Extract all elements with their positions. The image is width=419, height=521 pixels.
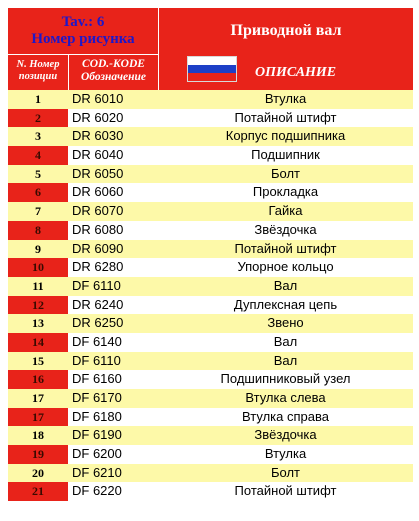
position-number: 3	[8, 127, 68, 146]
part-description: Втулка	[158, 90, 413, 109]
position-number: 15	[8, 352, 68, 371]
position-number: 18	[8, 426, 68, 445]
part-description: Прокладка	[158, 183, 413, 202]
part-code: DR 6080	[68, 221, 158, 240]
position-number: 7	[8, 202, 68, 221]
table-row	[8, 314, 413, 333]
part-description: Вал	[158, 333, 413, 352]
position-header-line-2: позиции	[18, 71, 58, 82]
page-title: Приводной вал	[230, 22, 342, 39]
position-number: 21	[8, 482, 68, 501]
position-number: 19	[8, 445, 68, 464]
table-row	[8, 202, 413, 221]
code-header-line-1: COD.-KODE	[82, 58, 145, 70]
position-number: 4	[8, 146, 68, 165]
header-left	[8, 8, 158, 90]
part-code: DR 6090	[68, 240, 158, 259]
part-code: DF 6190	[68, 426, 158, 445]
part-description: Болт	[158, 464, 413, 483]
part-code: DF 6170	[68, 389, 158, 408]
position-number: 20	[8, 464, 68, 483]
table-row	[8, 408, 413, 427]
position-number: 14	[8, 333, 68, 352]
table-row	[8, 426, 413, 445]
table-row	[8, 482, 413, 501]
part-description: Вал	[158, 352, 413, 371]
part-description: Вал	[158, 277, 413, 296]
part-code: DR 6060	[68, 183, 158, 202]
position-number: 1	[8, 90, 68, 109]
part-code: DF 6200	[68, 445, 158, 464]
part-code: DF 6140	[68, 333, 158, 352]
table-row	[8, 370, 413, 389]
part-description: Дуплексная цепь	[158, 296, 413, 315]
part-description: Втулка справа	[158, 408, 413, 427]
part-code: DR 6240	[68, 296, 158, 315]
position-number: 2	[8, 109, 68, 128]
table-header	[8, 8, 413, 90]
position-header-line-1: N. Номер	[16, 59, 60, 70]
part-description: Потайной штифт	[158, 240, 413, 259]
part-code: DR 6010	[68, 90, 158, 109]
part-code: DF 6110	[68, 352, 158, 371]
part-code: DF 6210	[68, 464, 158, 483]
part-description: Болт	[158, 165, 413, 184]
part-description: Подшипник	[158, 146, 413, 165]
position-number: 6	[8, 183, 68, 202]
part-code: DR 6030	[68, 127, 158, 146]
position-number: 13	[8, 314, 68, 333]
table-row	[8, 109, 413, 128]
part-code: DF 6160	[68, 370, 158, 389]
description-column-header: ОПИСАНИЕ	[255, 65, 337, 80]
table-row	[8, 221, 413, 240]
position-number: 9	[8, 240, 68, 259]
part-code: DR 6280	[68, 258, 158, 277]
part-description: Потайной штифт	[158, 482, 413, 501]
part-description: Подшипниковый узел	[158, 370, 413, 389]
part-description: Звёздочка	[158, 221, 413, 240]
code-header-line-2: Обозначение	[81, 71, 146, 83]
table-row	[8, 165, 413, 184]
part-code: DR 6070	[68, 202, 158, 221]
position-column-header	[8, 54, 68, 90]
position-number: 11	[8, 277, 68, 296]
table-row	[8, 240, 413, 259]
parts-table	[8, 8, 413, 501]
part-description: Упорное кольцо	[158, 258, 413, 277]
position-number: 8	[8, 221, 68, 240]
position-number: 12	[8, 296, 68, 315]
part-description: Потайной штифт	[158, 109, 413, 128]
position-number: 16	[8, 370, 68, 389]
figure-label: Номер рисунка	[31, 31, 135, 47]
russian-flag-icon	[187, 56, 237, 82]
table-row	[8, 464, 413, 483]
part-description: Гайка	[158, 202, 413, 221]
part-description: Корпус подшипника	[158, 127, 413, 146]
tav-label: Tav.: 6	[61, 14, 105, 30]
table-row	[8, 146, 413, 165]
part-description: Втулка	[158, 445, 413, 464]
table-row	[8, 352, 413, 371]
position-number: 10	[8, 258, 68, 277]
table-row	[8, 127, 413, 146]
part-code: DR 6020	[68, 109, 158, 128]
table-row	[8, 333, 413, 352]
table-row	[8, 389, 413, 408]
part-description: Звёздочка	[158, 426, 413, 445]
part-description: Втулка слева	[158, 389, 413, 408]
table-row	[8, 445, 413, 464]
table-row	[8, 258, 413, 277]
part-code: DF 6220	[68, 482, 158, 501]
column-headers	[8, 54, 158, 90]
header-right	[158, 8, 413, 90]
code-column-header	[68, 54, 158, 90]
part-code: DR 6250	[68, 314, 158, 333]
position-number: 5	[8, 165, 68, 184]
part-code: DF 6110	[68, 277, 158, 296]
table-row	[8, 183, 413, 202]
part-code: DF 6180	[68, 408, 158, 427]
table-row	[8, 90, 413, 109]
figure-number-cell	[8, 8, 158, 54]
position-number: 17	[8, 389, 68, 408]
table-body	[8, 90, 413, 501]
position-number: 17	[8, 408, 68, 427]
part-code: DR 6040	[68, 146, 158, 165]
part-description: Звено	[158, 314, 413, 333]
table-row	[8, 277, 413, 296]
table-row	[8, 296, 413, 315]
part-code: DR 6050	[68, 165, 158, 184]
